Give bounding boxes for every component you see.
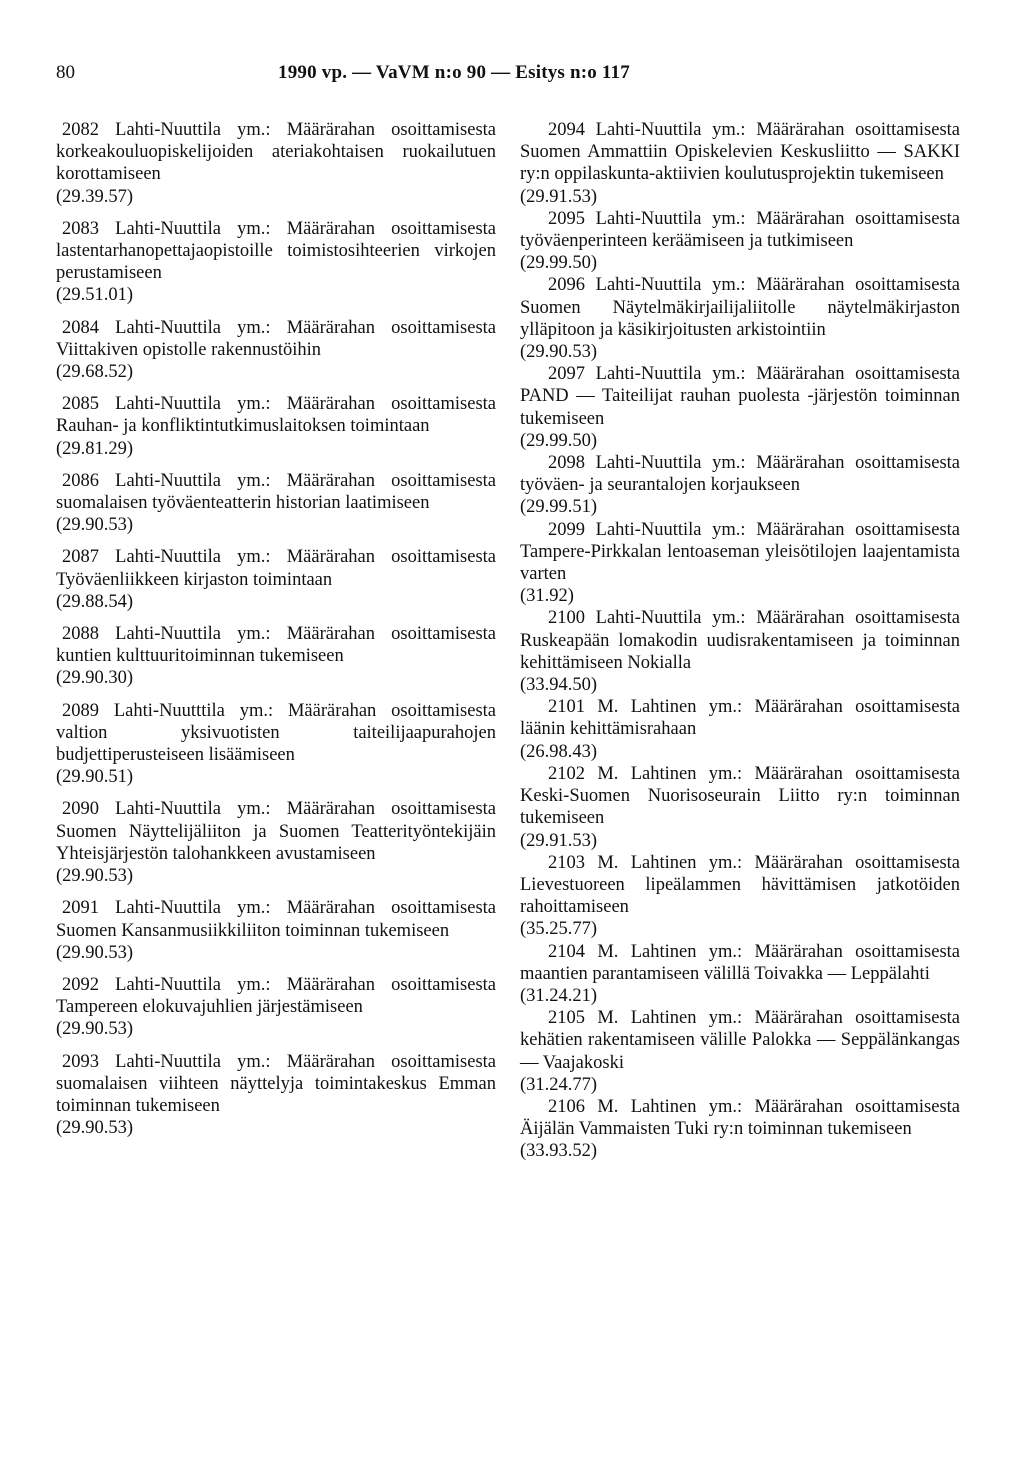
motion-entry xyxy=(520,1007,960,1096)
budget-reference: (31.24.21) xyxy=(520,985,598,1006)
motion-text: 2105 M. Lahtinen ym.: Määrärahan osoittamisesta kehätien rakentamiseen välille Palokka — Seppälänkangas — Vaajakoski xyxy=(520,1008,960,1073)
budget-reference: (31.92) xyxy=(520,586,574,607)
budget-reference: (29.90.53) xyxy=(56,866,134,887)
motion-entry xyxy=(520,452,960,519)
budget-reference: (29.99.51) xyxy=(520,497,598,518)
budget-reference: (29.81.29) xyxy=(56,438,134,459)
motion-entry xyxy=(520,363,960,452)
budget-reference: (29.99.50) xyxy=(520,430,598,451)
motion-entry xyxy=(520,852,960,941)
motion-text: 2104 M. Lahtinen ym.: Määrärahan osoittamisesta maantien parantamiseen välillä Toivakka — Leppälahti xyxy=(520,941,960,984)
budget-reference: (29.39.57) xyxy=(56,186,134,207)
budget-reference: (26.98.43) xyxy=(520,741,598,762)
motion-text: 2095 Lahti-Nuuttila ym.: Määrärahan osoittamisesta työväenperinteen keräämiseen ja tutkimiseen xyxy=(520,208,960,252)
budget-reference: (31.24.77) xyxy=(520,1074,598,1095)
motion-text: 2101 M. Lahtinen ym.: Määrärahan osoittamisesta läänin kehittämisrahaan xyxy=(520,697,960,740)
motion-text: 2086 Lahti-Nuuttila ym.: Määrärahan osoittamisesta suomalaisen työväenteatterin historian laatimiseen xyxy=(56,470,496,514)
budget-reference: (29.99.50) xyxy=(520,253,598,274)
motion-entry xyxy=(520,119,960,208)
motion-entry xyxy=(56,700,496,789)
motion-text: 2102 M. Lahtinen ym.: Määrärahan osoittamisesta Keski-Suomen Nuorisoseurain Liitto ry:n toiminnan tukemiseen xyxy=(520,763,960,829)
motion-text: 2094 Lahti-Nuuttila ym.: Määrärahan osoittamisesta Suomen Ammattiin Opiskelevien Keskusliitto — SAKKI ry:n oppilaskunta-aktiivien koulutusprojektin tukemiseen xyxy=(520,120,960,185)
motion-text: 2085 Lahti-Nuuttila ym.: Määrärahan osoittamisesta Rauhan- ja konfliktintutkimuslaitoksen toimintaan xyxy=(56,394,496,437)
budget-reference: (29.90.51) xyxy=(56,767,134,788)
motion-entry xyxy=(520,274,960,363)
motion-text: 2092 Lahti-Nuuttila ym.: Määrärahan osoittamisesta Tampereen elokuvajuhlien järjestämiseen xyxy=(56,974,496,1018)
motion-text: 2097 Lahti-Nuuttila ym.: Määrärahan osoittamisesta PAND — Taiteilijat rauhan puolesta -järjestön toiminnan tukemiseen xyxy=(520,364,960,429)
motion-text: 2082 Lahti-Nuuttila ym.: Määrärahan osoittamisesta korkeakouluopiskelijoiden ateriakohtaisen ruokailutuen korottamiseen xyxy=(56,120,496,185)
right-column xyxy=(520,119,960,1163)
budget-reference: (29.90.53) xyxy=(520,342,598,363)
motion-entry xyxy=(56,317,496,384)
motion-text: 2088 Lahti-Nuuttila ym.: Määrärahan osoittamisesta kuntien kulttuuritoiminnan tukemiseen xyxy=(56,624,496,667)
budget-reference: (29.90.53) xyxy=(56,1019,134,1040)
motion-entry xyxy=(56,393,496,460)
motion-text: 2087 Lahti-Nuuttila ym.: Määrärahan osoittamisesta Työväenliikkeen kirjaston toimintaan xyxy=(56,547,496,590)
motion-entry xyxy=(520,607,960,696)
motion-text: 2090 Lahti-Nuuttila ym.: Määrärahan osoittamisesta Suomen Näyttelijäliiton ja Suomen Teatterityöntekijäin Yhteisjärjestön talohankkeen avustamiseen xyxy=(56,799,496,864)
motion-entry xyxy=(56,1051,496,1140)
budget-reference: (29.51.01) xyxy=(56,285,134,306)
page-number: 80 xyxy=(56,62,75,83)
motion-entry xyxy=(520,519,960,608)
budget-reference: (29.90.53) xyxy=(56,515,134,536)
motion-text: 2100 Lahti-Nuuttila ym.: Määrärahan osoittamisesta Ruskeapään lomakodin uudisrakentamiseen ja toiminnan kehittämiseen Nokialla xyxy=(520,608,960,673)
motion-entry xyxy=(56,798,496,887)
motion-text: 2084 Lahti-Nuuttila ym.: Määrärahan osoittamisesta Viittakiven opistolle rakennustöihin xyxy=(56,317,496,360)
budget-reference: (29.68.52) xyxy=(56,362,134,383)
motion-text: 2083 Lahti-Nuuttila ym.: Määrärahan osoittamisesta lastentarhanopettajaopistoille toimistosihteerien virkojen perustamiseen xyxy=(56,218,496,284)
motion-entry xyxy=(56,119,496,208)
budget-reference: (33.94.50) xyxy=(520,675,598,696)
motion-text: 2091 Lahti-Nuuttila ym.: Määrärahan osoittamisesta Suomen Kansanmusiikkiliiton toiminnan tukemiseen xyxy=(56,898,496,941)
motion-entry xyxy=(520,941,960,1008)
budget-reference: (29.88.54) xyxy=(56,591,134,612)
budget-reference: (29.91.53) xyxy=(520,830,598,851)
motion-entry xyxy=(56,974,496,1041)
motion-entry xyxy=(56,623,496,690)
motion-entry xyxy=(520,1096,960,1163)
motion-entry xyxy=(520,208,960,275)
budget-reference: (29.90.53) xyxy=(56,942,134,963)
page-header xyxy=(56,62,966,92)
budget-reference: (29.90.53) xyxy=(56,1118,134,1139)
motion-entry xyxy=(520,696,960,763)
motion-entry xyxy=(56,897,496,964)
motion-entry xyxy=(56,546,496,613)
budget-reference: (35.25.77) xyxy=(520,919,598,940)
left-column xyxy=(56,119,496,1149)
motion-entry xyxy=(56,218,496,307)
motion-text: 2098 Lahti-Nuuttila ym.: Määrärahan osoittamisesta työväen- ja seurantalojen korjaukseen xyxy=(520,453,960,496)
motion-text: 2089 Lahti-Nuutttila ym.: Määrärahan osoittamisesta valtion yksivuotisten taiteilijaapurahojen budjettiperusteiseen lisäämiseen xyxy=(56,700,496,766)
budget-reference: (29.91.53) xyxy=(520,186,598,207)
motion-text: 2096 Lahti-Nuuttila ym.: Määrärahan osoittamisesta Suomen Näytelmäkirjailijaliitolle näytelmäkirjaston ylläpitoon ja käsikirjoitusten arkistointiin xyxy=(520,275,960,340)
budget-reference: (33.93.52) xyxy=(520,1141,598,1162)
motion-entry xyxy=(520,763,960,852)
running-head: 1990 vp. — VaVM n:o 90 — Esitys n:o 117 xyxy=(278,62,630,83)
motion-text: 2093 Lahti-Nuuttila ym.: Määrärahan osoittamisesta suomalaisen viihteen näyttelyja toimintakeskus Emman toiminnan tukemiseen xyxy=(56,1051,496,1116)
motion-text: 2106 M. Lahtinen ym.: Määrärahan osoittamisesta Äijälän Vammaisten Tuki ry:n toiminnan tukemiseen xyxy=(520,1096,960,1140)
motion-text: 2103 M. Lahtinen ym.: Määrärahan osoittamisesta Lievestuoreen lipeälammen hävittämisen jatkotöiden rahoittamiseen xyxy=(520,852,960,918)
motion-entry xyxy=(56,470,496,537)
budget-reference: (29.90.30) xyxy=(56,668,134,689)
motion-text: 2099 Lahti-Nuuttila ym.: Määrärahan osoittamisesta Tampere-Pirkkalan lentoaseman yleisötilojen laajentamista varten xyxy=(520,519,960,585)
